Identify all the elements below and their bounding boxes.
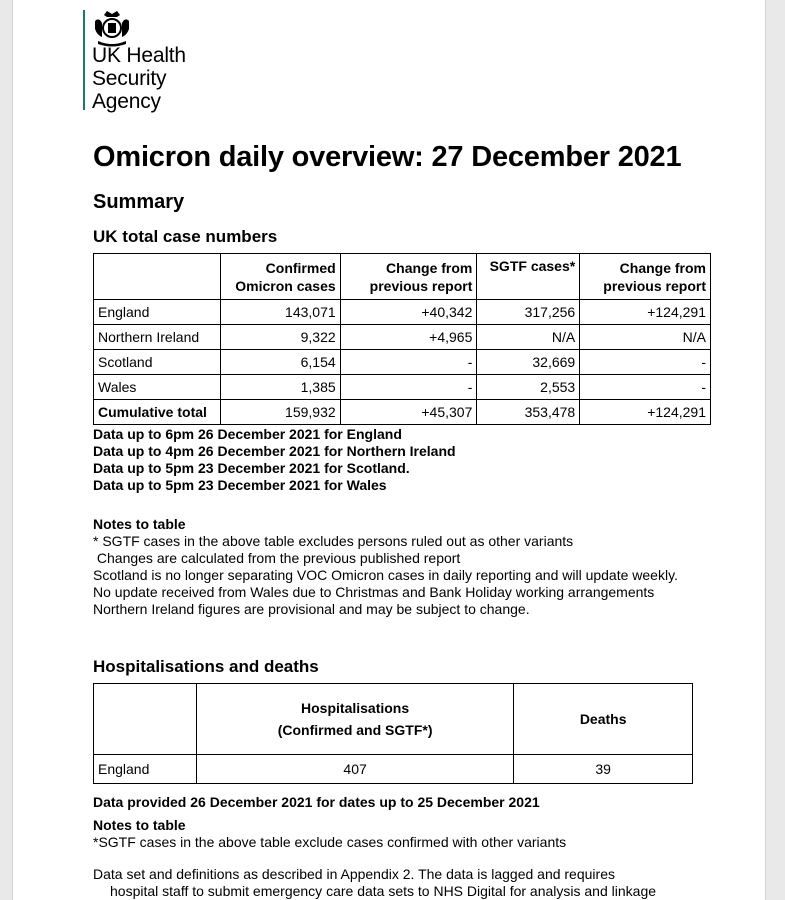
- table-header-cell: Change from previous report: [580, 254, 711, 300]
- hospitalisations-table: [93, 683, 693, 784]
- table-header-row: [94, 684, 693, 755]
- table-cell: England: [94, 755, 197, 784]
- page-title: Omicron daily overview: 27 December 2021: [93, 141, 682, 173]
- notes-heading: Notes to table: [93, 516, 186, 532]
- table-header-cell: [196, 684, 513, 755]
- table-cell: N/A: [477, 325, 580, 350]
- table-cell: N/A: [580, 325, 711, 350]
- hosp-header-line: Hospitalisations: [301, 700, 410, 716]
- table-header-cell: SGTF cases*: [477, 254, 580, 300]
- table-cell: 143,071: [220, 300, 340, 325]
- note-line: No update received from Wales due to Christmas and Bank Holiday working arrangements: [93, 584, 655, 600]
- table-cell: +124,291: [580, 400, 711, 425]
- table-row: [94, 300, 711, 325]
- royal-crest-icon: [93, 11, 131, 47]
- table-header-cell: Deaths: [514, 684, 693, 755]
- table-cell: +4,965: [340, 325, 477, 350]
- footer-line: Data set and definitions as described in Appendix 2. The data is lagged and requires: [93, 866, 615, 882]
- table-cell: +124,291: [580, 300, 711, 325]
- table-cell: 1,385: [220, 375, 340, 400]
- table-cell: +40,342: [340, 300, 477, 325]
- table-cell: Northern Ireland: [94, 325, 221, 350]
- table-cell: 32,669: [477, 350, 580, 375]
- data-cutoff-line: Data up to 5pm 23 December 2021 for Scotland.: [93, 460, 410, 476]
- note-line: Changes are calculated from the previous published report: [93, 550, 461, 566]
- table-cell: 407: [196, 755, 513, 784]
- table-total-row: [94, 400, 711, 425]
- logo-accent-bar: [83, 10, 85, 110]
- data-cutoff-notes: [93, 426, 456, 494]
- case-numbers-table: [93, 253, 711, 425]
- table-cell: 317,256: [477, 300, 580, 325]
- table-header-cell: Confirmed Omicron cases: [220, 254, 340, 300]
- hosp-data-provided: Data provided 26 December 2021 for dates up to 25 December 2021: [93, 794, 540, 810]
- table-header-row: [94, 254, 711, 300]
- notes-heading: Notes to table: [93, 817, 186, 833]
- table-row: [94, 350, 711, 375]
- table-header-cell: Change from previous report: [340, 254, 477, 300]
- table-cell: -: [580, 350, 711, 375]
- table-cell: 2,553: [477, 375, 580, 400]
- notes-to-table: [93, 516, 693, 618]
- note-line: *SGTF cases in the above table exclude cases confirmed with other variants: [93, 834, 567, 850]
- table-cell: -: [580, 375, 711, 400]
- note-line: * SGTF cases in the above table excludes persons ruled out as other variants: [93, 533, 574, 549]
- hosp-table-heading: Hospitalisations and deaths: [93, 657, 319, 676]
- table-cell: -: [340, 375, 477, 400]
- document-page: [12, 0, 766, 900]
- table-cell: 9,322: [220, 325, 340, 350]
- case-table-heading: UK total case numbers: [93, 227, 278, 246]
- table-cell: 353,478: [477, 400, 580, 425]
- table-cell: England: [94, 300, 221, 325]
- data-cutoff-line: Data up to 4pm 26 December 2021 for Northern Ireland: [93, 443, 456, 459]
- table-cell: 39: [514, 755, 693, 784]
- footer-line: hospital staff to submit emergency care data sets to NHS Digital for analysis and linkage: [110, 883, 657, 899]
- data-cutoff-line: Data up to 6pm 26 December 2021 for England: [93, 426, 402, 442]
- table-row: [94, 325, 711, 350]
- table-cell: +45,307: [340, 400, 477, 425]
- table-header-cell: [94, 254, 221, 300]
- hosp-header-line: (Confirmed and SGTF*): [277, 722, 433, 738]
- table-cell: Cumulative total: [94, 400, 221, 425]
- table-cell: 6,154: [220, 350, 340, 375]
- table-header-cell: [94, 684, 197, 755]
- data-cutoff-line: Data up to 5pm 23 December 2021 for Wales: [93, 477, 387, 493]
- org-name: UK Health Security Agency: [92, 44, 186, 113]
- note-line: Scotland is no longer separating VOC Omicron cases in daily reporting and will update weekly.: [93, 567, 678, 583]
- note-line: Northern Ireland figures are provisional and may be subject to change.: [93, 601, 530, 617]
- table-cell: 159,932: [220, 400, 340, 425]
- summary-heading: Summary: [93, 191, 185, 213]
- table-row: [94, 755, 693, 784]
- table-cell: Scotland: [94, 350, 221, 375]
- table-cell: -: [340, 350, 477, 375]
- table-row: [94, 375, 711, 400]
- table-cell: Wales: [94, 375, 221, 400]
